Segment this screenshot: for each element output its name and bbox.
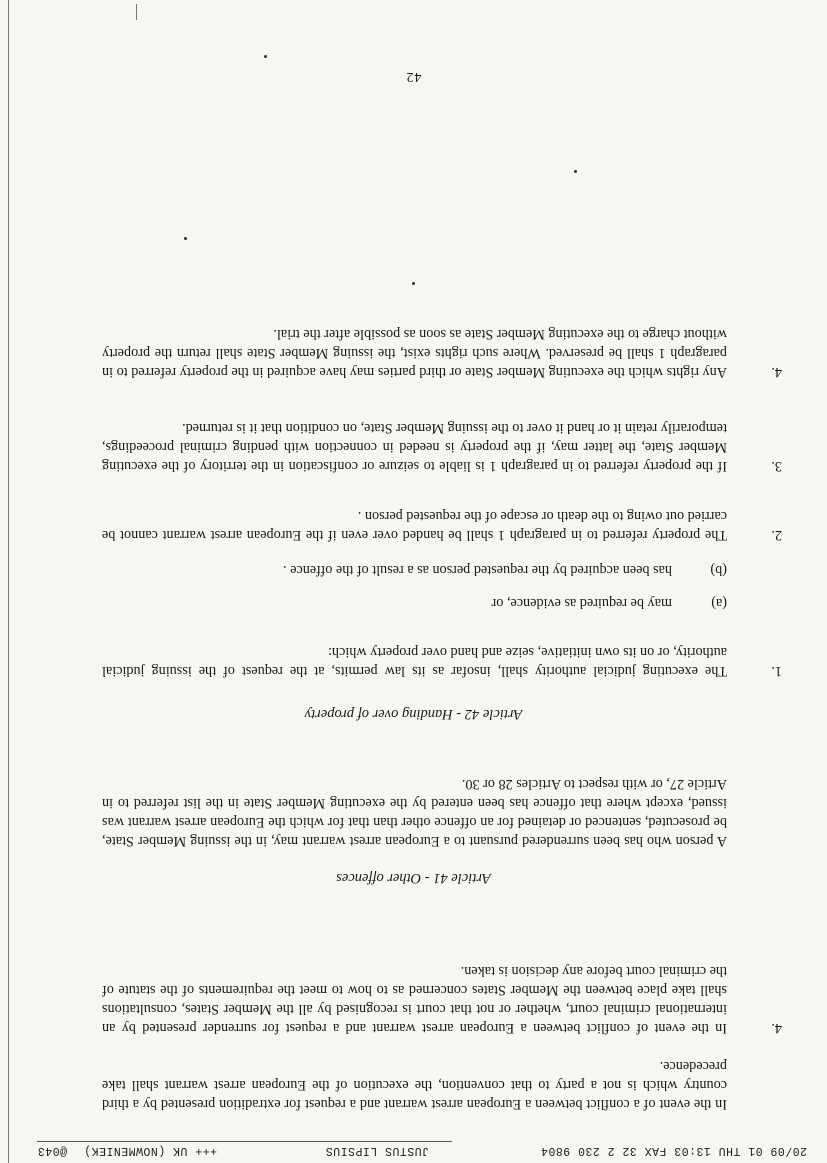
intro-paragraph: In the event of a conflict between a European arrest warrant and a request for extradition presented by a third country which is not a party to that convention, the execution of the European arrest warrant shall take precedence.: [102, 1058, 727, 1112]
scan-edge-line: [8, 0, 9, 1163]
fax-header-middle: JUSTUS LIPSIUS: [325, 1144, 429, 1157]
page-number: 42: [405, 69, 422, 84]
fax-header-left: 20/09 01 THU 13:03 FAX 32 2 230 9804: [540, 1144, 807, 1157]
scan-speck: [412, 282, 415, 285]
article-42-p2-number: 2.: [771, 527, 782, 543]
paragraph-4-text: In the event of conflict between a European arrest warrant and a request for surrender presented by an international criminal court, whether or not that court is recognised by all the Member States, consultations shall take place between the Member States concerned as to how to meet the requirements of the statute of the criminal court before any decision is taken.: [102, 963, 727, 1036]
article-42-p1-b-label: (b): [710, 562, 727, 578]
article-41-heading: Article 41 - Other offences: [336, 870, 491, 886]
scan-speck: [264, 55, 267, 58]
scan-speck: [184, 237, 187, 240]
article-42-p4-number: 4.: [771, 364, 782, 380]
article-41-text: A person who has been surrendered pursuant to a European arrest warrant may, in the issuing Member State, be prosecuted, sentenced or detained for an offence other than that for which the European arrest warrant was issued, except where that offence has been entered by the executing Member State in the list referred to in Article 27, or with respect to Articles 28 or 30.: [102, 776, 727, 849]
paragraph-4-number: 4.: [771, 1020, 782, 1036]
article-42-p1-number: 1.: [771, 663, 782, 679]
fax-header-page-code: @043: [37, 1144, 67, 1157]
article-42-p3-text: If the property referred to in paragraph 1 is liable to seizure or confiscation in the territory of the executing Member State, the latter may, if the property is needed in connection with pending criminal proceedings, temporarily retain it or hand it over to the issuing Member State, on condition that it is returned.: [102, 420, 727, 474]
scan-edge-tick: [136, 4, 137, 20]
article-42-heading: Article 42 - Handing over of property: [304, 706, 523, 722]
article-42-p4-text: Any rights which the executing Member State or third parties may have acquired in the property referred to in paragraph 1 shall be preserved. Where such rights exist, the issuing Member State shall return the property without charge to the executing Member State as soon as possible after the trial.: [102, 326, 727, 380]
article-42-p1-a-label: (a): [711, 595, 727, 611]
article-42-p1-text: The executing judicial authority shall, insofar as its law permits, at the request of the issuing judicial authority, or on its own initiative, seize and hand over property which:: [102, 644, 727, 679]
fax-header-sender: +++ UK (NOWMENIEK): [83, 1144, 217, 1157]
article-42-p3-number: 3.: [771, 458, 782, 474]
article-42-p1-b-text: has been acquired by the requested person as a result of the offence .: [283, 562, 672, 578]
article-42-p2-text: The property referred to in paragraph 1 shall be handed over even if the European arrest warrant cannot be carried out owing to the death or escape of the requested person .: [102, 508, 727, 543]
article-42-p1-a-text: may be required as evidence, or: [491, 595, 672, 611]
scan-speck: [574, 170, 577, 173]
